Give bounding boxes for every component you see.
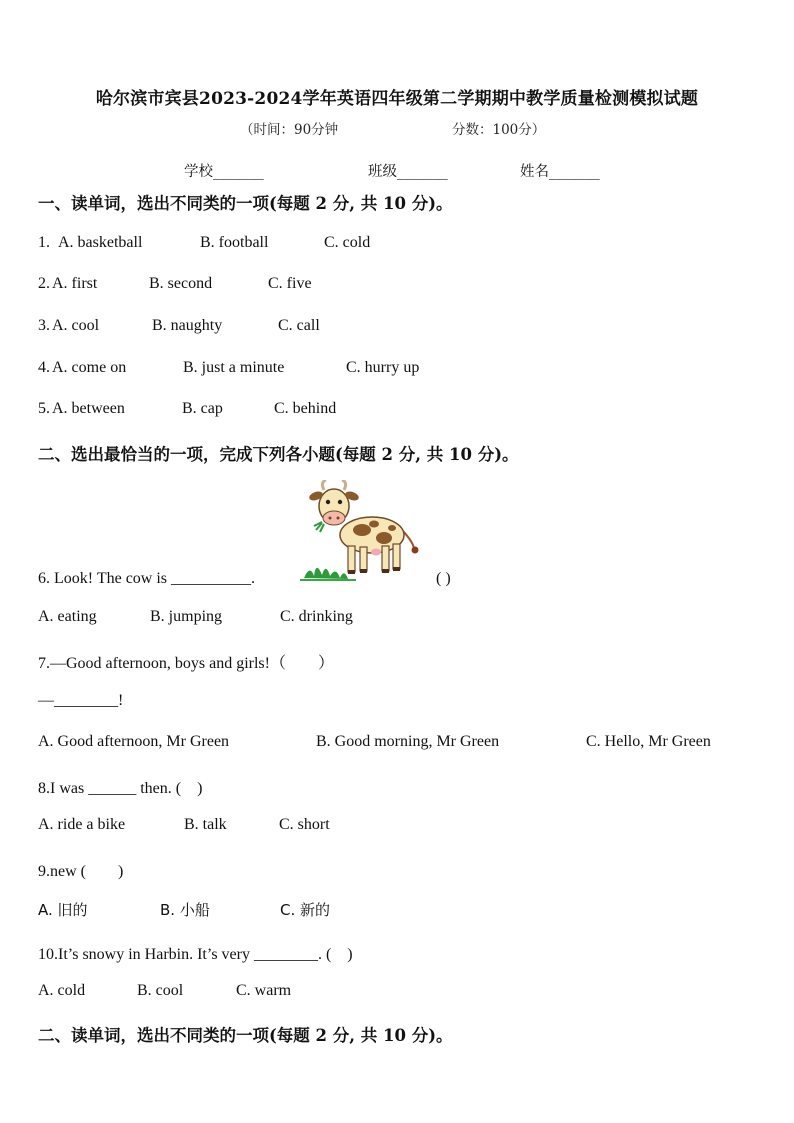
question-10-options [38,982,758,1002]
answer-paren: ( ) [436,570,451,587]
question-number: 5. [38,400,50,417]
question-6 [38,570,758,590]
option-a: A. come on [52,359,127,376]
option-c: C. Hello, Mr Green [586,733,711,750]
option-c: C. drinking [280,608,353,625]
option-c: C. hurry up [346,359,420,376]
option-a: A. between [52,400,125,417]
question-number: 4. [38,359,50,376]
question-stem: 6. Look! The cow is __________. [38,570,256,587]
option-b: B. Good morning, Mr Green [316,733,500,750]
option-c: C. 新的 [280,901,331,919]
option-b: B. second [149,275,213,292]
option-a: A. ride a bike [38,816,126,833]
option-b: B. football [200,234,269,251]
section-2-heading: 二、选出最恰当的一项，完成下列各小题(每题 2 分, 共 10 分)。 [38,445,519,464]
section-1-heading: 一、读单词，选出不同类的一项(每题 2 分, 共 10 分)。 [38,194,453,213]
option-a: A. basketball [58,234,143,251]
option-b: B. cap [182,400,223,417]
section-3-heading: 二、读单词，选出不同类的一项(每题 2 分, 共 10 分)。 [38,1026,453,1045]
option-c: C. short [279,816,330,833]
question-7: 7.—Good afternoon, boys and girls!（ ） [38,655,334,672]
option-c: C. call [278,317,320,334]
question-6-options [38,608,758,628]
question-number: 1. [38,234,50,251]
question-3 [38,317,758,337]
option-b: B. just a minute [183,359,285,376]
question-1 [38,234,758,254]
name-field: 姓名_______ [520,164,600,180]
option-c: C. cold [324,234,371,251]
question-8: 8.I was ______ then. ( ) [38,780,203,797]
option-a: A. cold [38,982,86,999]
option-c: C. five [268,275,312,292]
option-a: A. cool [52,317,100,334]
option-b: B. naughty [152,317,223,334]
question-7-answer-line: —________! [38,692,124,709]
score-info: 分数：100分） [452,122,546,138]
option-c: C. warm [236,982,292,999]
school-field: 学校_______ [184,164,264,180]
option-a: A. eating [38,608,97,625]
page-title: 哈尔滨市宾县2023-2024学年英语四年级第二学期期中教学质量检测模拟试题 [95,89,699,109]
option-a: A. 旧的 [38,901,88,919]
option-a: A. first [52,275,98,292]
question-10: 10.It’s snowy in Harbin. It’s very ________. ( ) [38,946,353,963]
question-number: 3. [38,317,50,334]
option-c: C. behind [274,400,337,417]
question-4 [38,359,758,379]
question-5 [38,400,758,420]
question-2 [38,275,758,295]
option-b: B. 小船 [160,901,210,919]
option-b: B. talk [184,816,227,833]
option-a: A. Good afternoon, Mr Green [38,733,230,750]
question-number: 2. [38,275,50,292]
class-field: 班级_______ [368,164,448,180]
option-b: B. cool [137,982,184,999]
question-7-options [38,733,758,753]
time-info: （时间：90分钟 [240,122,339,138]
question-8-options [38,816,758,836]
question-9: 9.new ( ) [38,863,124,880]
question-9-options [38,899,758,919]
option-b: B. jumping [150,608,223,625]
